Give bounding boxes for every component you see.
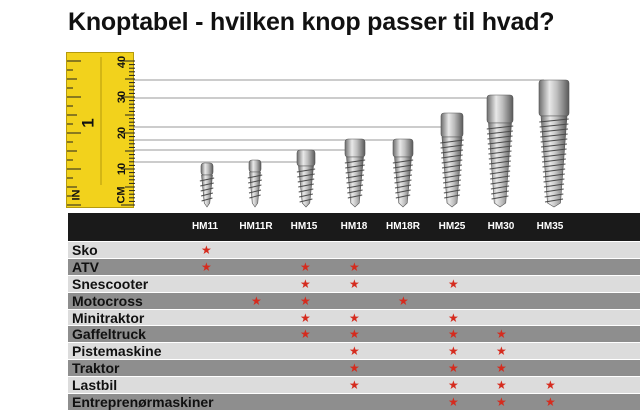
fit-star-icon: ★	[201, 243, 212, 257]
fit-star-icon: ★	[349, 310, 360, 325]
fit-star-icon: ★	[496, 361, 507, 376]
model-label-hm11r: HM11R	[239, 221, 273, 232]
table-row	[68, 259, 640, 276]
model-header-bar	[68, 213, 640, 241]
row-label-minitraktor: Minitraktor	[72, 309, 145, 326]
fit-star-icon: ★	[300, 310, 311, 325]
model-label-hm18r: HM18R	[386, 221, 420, 232]
table-row	[68, 394, 640, 411]
row-label-pistemaskine: Pistemaskine	[72, 343, 162, 360]
spike-hm30	[487, 95, 513, 207]
usage-table	[68, 242, 640, 411]
fit-star-icon: ★	[448, 361, 459, 376]
fit-star-icon: ★	[201, 259, 212, 274]
row-label-gaffeltruck: Gaffeltruck	[72, 326, 146, 343]
table-row	[68, 326, 640, 343]
ruler-cm-label: CM	[115, 186, 128, 204]
model-label-hm11: HM11	[191, 221, 219, 232]
fit-star-icon: ★	[448, 395, 459, 410]
table-row	[68, 276, 640, 293]
fit-star-icon: ★	[448, 276, 459, 291]
fit-star-icon: ★	[398, 293, 409, 308]
model-label-hm35: HM35	[536, 221, 564, 232]
fit-star-icon: ★	[300, 293, 311, 308]
fit-star-icon: ★	[496, 378, 507, 393]
ruler-cm-10: 10	[116, 162, 129, 176]
fit-star-icon: ★	[545, 395, 556, 410]
fit-star-icon: ★	[448, 378, 459, 393]
fit-star-icon: ★	[448, 344, 459, 359]
fit-star-icon: ★	[448, 327, 459, 342]
fit-star-icon: ★	[349, 378, 360, 393]
fit-star-icon: ★	[496, 395, 507, 410]
row-label-traktor: Traktor	[72, 360, 120, 377]
fit-star-icon: ★	[349, 361, 360, 376]
ruler-inch-mark: 1	[78, 118, 98, 128]
ruler-cm-30: 30	[116, 90, 129, 104]
spike-hm11	[200, 163, 214, 207]
spike-hm35	[539, 80, 569, 207]
row-label-motocross: Motocross	[72, 292, 143, 309]
spike-hm25	[440, 113, 463, 207]
spike-hm11r	[248, 160, 262, 207]
ruler-cm-40: 40	[116, 55, 129, 69]
model-label-hm25: HM25	[438, 221, 466, 232]
model-label-hm15: HM15	[290, 221, 318, 232]
table-row	[68, 377, 640, 394]
fit-star-icon: ★	[251, 293, 262, 308]
model-label-hm18: HM18	[340, 221, 368, 232]
fit-star-icon: ★	[496, 344, 507, 359]
row-label-lastbil: Lastbil	[72, 377, 118, 394]
ruler-cm-20: 20	[116, 126, 129, 140]
fit-star-icon: ★	[545, 378, 556, 393]
row-label-atv: ATV	[72, 258, 99, 275]
fit-star-icon: ★	[448, 310, 459, 325]
fit-star-icon: ★	[349, 259, 360, 274]
fit-star-icon: ★	[300, 327, 311, 342]
fit-star-icon: ★	[300, 276, 311, 291]
model-label-hm30: HM30	[487, 221, 515, 232]
table-row	[68, 310, 640, 327]
fit-star-icon: ★	[349, 327, 360, 342]
fit-star-icon: ★	[349, 276, 360, 291]
ruler-in-label: IN	[70, 189, 83, 201]
spike-hm18r	[393, 139, 413, 207]
table-row	[68, 293, 640, 310]
fit-star-icon: ★	[496, 327, 507, 342]
table-row	[68, 360, 640, 377]
spike-hm15	[297, 150, 315, 207]
table-row	[68, 343, 640, 360]
row-label-entreprenormaskiner: Entreprenørmaskiner	[72, 394, 214, 411]
row-label-snescooter: Snescooter	[72, 275, 149, 292]
row-label-sko: Sko	[72, 242, 98, 258]
fit-star-icon: ★	[349, 344, 360, 359]
spike-hm18	[345, 139, 365, 207]
page-title: Knoptabel - hvilken knop passer til hvad?	[68, 8, 555, 36]
table-row	[68, 242, 640, 259]
fit-star-icon: ★	[300, 259, 311, 274]
